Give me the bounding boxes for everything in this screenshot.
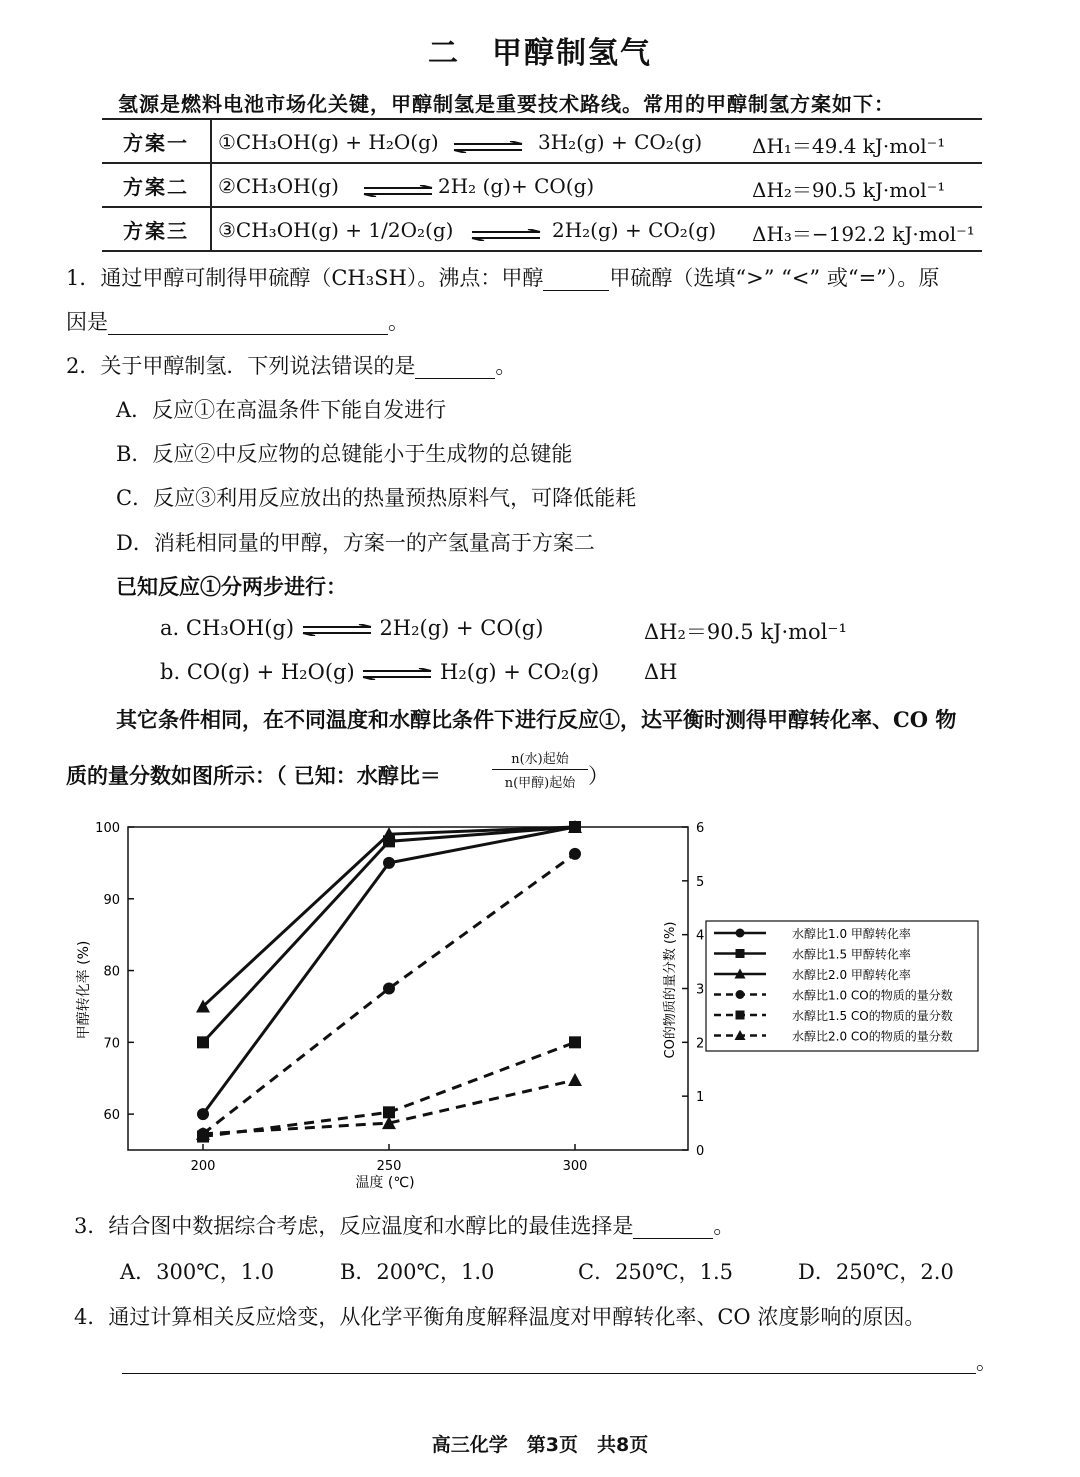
x-tick-label: 300	[562, 1159, 588, 1174]
scheme-arrow	[452, 134, 524, 158]
legend-label: 水醇比1.5 甲醇转化率	[792, 947, 911, 962]
scheme-arrow	[470, 222, 542, 246]
left-tick-label: 100	[95, 821, 120, 836]
series-line	[203, 827, 575, 1006]
scheme-name: 方案三	[102, 207, 211, 251]
q1-text-2: 甲硫醇（选填“>” “<” 或“=”）。原	[609, 266, 940, 290]
data-point	[383, 983, 395, 995]
right-tick-label: 5	[696, 874, 705, 890]
question-1	[66, 262, 939, 292]
right-tick-label: 0	[696, 1144, 705, 1159]
data-point	[736, 990, 745, 999]
series-水醇比1.0 甲醇转化率	[197, 821, 581, 1120]
data-point	[569, 848, 581, 860]
scheme-rhs: 3H₂(g) + CO₂(g)	[538, 130, 703, 154]
equilibrium-arrow-icon	[452, 141, 524, 153]
scheme-delta-h: ΔH₃＝−192.2 kJ·mol⁻¹	[752, 222, 975, 246]
q4-blank[interactable]	[122, 1354, 976, 1374]
q1-blank-1[interactable]	[543, 266, 609, 291]
question-1-line2	[66, 306, 409, 336]
scheme-delta-h: ΔH₁＝49.4 kJ·mol⁻¹	[752, 134, 946, 158]
left-tick-label: 70	[103, 1036, 120, 1052]
scheme-table	[102, 118, 982, 252]
question-2	[66, 350, 516, 380]
fraction-denominator: n(甲醇)起始	[504, 776, 576, 791]
data-point	[383, 857, 395, 869]
legend-label: 水醇比1.0 甲醇转化率	[792, 927, 911, 941]
intro-text: 氢源是燃料电池市场化关键，甲醇制氢是重要技术路线。常用的甲醇制氢方案如下：	[118, 92, 895, 116]
step-a	[160, 616, 543, 640]
step-b-dh: ΔH	[644, 660, 678, 684]
scheme-rhs: 2H₂(g) + CO₂(g)	[552, 218, 717, 242]
x-tick-label: 200	[190, 1159, 216, 1174]
right-axis-ticks	[682, 821, 704, 1159]
q3-option-d: D．250℃，2.0	[798, 1260, 954, 1284]
scheme-lhs: ①CH₃OH(g) + H₂O(g)	[218, 130, 439, 154]
scheme-rhs: 2H₂ (g)+ CO(g)	[438, 174, 595, 198]
scheme-name: 方案二	[102, 163, 211, 207]
q1-blank-2[interactable]	[108, 310, 388, 335]
data-point	[197, 1108, 209, 1120]
scheme-lhs: ②CH₃OH(g)	[218, 174, 339, 198]
x-axis-ticks	[191, 1144, 588, 1174]
q3-option-a: A．300℃，1.0	[120, 1260, 275, 1284]
q2-option-a: A．反应①在高温条件下能自发进行	[116, 398, 447, 422]
data-point	[568, 1073, 582, 1086]
x-tick-label: 250	[376, 1159, 402, 1174]
legend-label: 水醇比1.5 CO的物质的量分数	[792, 1009, 953, 1023]
chart-legend	[706, 921, 978, 1051]
data-point	[569, 1036, 581, 1048]
scheme-equation	[211, 119, 982, 163]
condition-line2: 质的量分数如图所示：（ 已知：水醇比＝	[66, 763, 441, 788]
condition-line1: 其它条件相同，在不同温度和水醇比条件下进行反应①，达平衡时测得甲醇转化率、CO 物	[116, 707, 957, 732]
q2-option-c: C．反应③利用反应放出的热量预热原料气，可降低能耗	[116, 486, 637, 510]
legend-label: 水醇比2.0 CO的物质的量分数	[792, 1029, 953, 1044]
scheme-row	[102, 163, 982, 207]
q3-blank[interactable]	[633, 1214, 713, 1239]
left-tick-label: 80	[103, 964, 120, 980]
q2-stem: 2．关于甲醇制氢．下列说法错误的是	[66, 354, 416, 378]
left-tick-label: 60	[103, 1108, 120, 1124]
data-point	[736, 949, 745, 958]
step-a-label: a.	[160, 616, 180, 640]
step-b	[160, 660, 599, 684]
x-axis-label: 温度 (℃)	[355, 1175, 415, 1191]
q3-option-c: C．250℃，1.5	[578, 1260, 734, 1284]
q3-stem: 3．结合图中数据综合考虑，反应温度和水醇比的最佳选择是	[74, 1214, 634, 1238]
legend-label: 水醇比1.0 CO的物质的量分数	[792, 988, 953, 1003]
equilibrium-arrow-icon	[301, 624, 373, 636]
data-point	[736, 929, 745, 938]
question-4: 4．通过计算相关反应焓变，从化学平衡角度解释温度对甲醇转化率、CO 浓度影响的原因。	[74, 1305, 926, 1329]
step-b-lhs: CO(g) + H₂O(g)	[186, 660, 355, 684]
data-point	[736, 1011, 745, 1020]
data-point	[197, 1036, 209, 1048]
scheme-arrow	[362, 178, 434, 202]
q1-end: 。	[388, 310, 409, 334]
step-b-rhs: H₂(g) + CO₂(g)	[440, 660, 600, 684]
series-layer	[196, 820, 582, 1143]
page-title: 二 甲醇制氢气	[428, 36, 652, 71]
q2-end: 。	[495, 354, 517, 378]
left-axis-label: 甲醇转化率 (%)	[76, 940, 92, 1040]
q2-option-b: B．反应②中反应物的总键能小于生成物的总键能	[116, 442, 573, 466]
series-line	[203, 827, 575, 1114]
fraction-numerator: n(水)起始	[492, 748, 588, 770]
equilibrium-arrow-icon	[470, 229, 542, 241]
q1-text-1: 1．通过甲醇可制得甲硫醇（CH₃SH）。沸点：甲醇	[66, 266, 544, 290]
q1-text-3: 因是	[66, 310, 108, 334]
scheme-delta-h: ΔH₂＝90.5 kJ·mol⁻¹	[752, 178, 946, 202]
right-tick-label: 2	[696, 1036, 705, 1052]
question-3	[74, 1210, 734, 1240]
condition-close: ）	[588, 764, 609, 788]
page-footer: 高三化学 第3页 共8页	[431, 1434, 649, 1456]
right-tick-label: 1	[696, 1090, 705, 1106]
scheme-equation	[211, 163, 982, 207]
right-axis-label: CO的物质的量分数 (%)	[663, 921, 678, 1059]
right-tick-label: 3	[696, 982, 705, 998]
q3-option-b: B．200℃，1.0	[340, 1260, 495, 1284]
ratio-fraction	[492, 748, 588, 791]
q2-option-d: D．消耗相同量的甲醇，方案一的产氢量高于方案二	[116, 531, 595, 555]
step-a-lhs: CH₃OH(g)	[185, 616, 295, 640]
step-a-rhs: 2H₂(g) + CO(g)	[379, 616, 544, 640]
left-tick-label: 90	[103, 892, 120, 908]
legend-label: 水醇比2.0 甲醇转化率	[792, 968, 911, 982]
q3-end: 。	[713, 1214, 735, 1238]
conversion-chart	[40, 815, 1000, 1200]
scheme-equation	[211, 207, 982, 251]
q2-blank[interactable]	[415, 354, 495, 379]
equilibrium-arrow-icon	[362, 185, 434, 197]
scheme-name: 方案一	[102, 119, 211, 163]
equilibrium-arrow-icon	[361, 668, 433, 680]
right-tick-label: 4	[696, 928, 705, 944]
scheme-row	[102, 207, 982, 251]
steps-intro: 已知反应①分两步进行：	[116, 574, 347, 599]
series-水醇比1.0 CO的物质的量分数	[197, 848, 581, 1140]
scheme-lhs: ③CH₃OH(g) + 1/2O₂(g)	[218, 218, 454, 242]
right-tick-label: 6	[696, 821, 705, 836]
step-b-label: b.	[160, 660, 181, 684]
q4-answer-line	[122, 1346, 997, 1376]
step-a-dh: ΔH₂＝90.5 kJ·mol⁻¹	[644, 620, 847, 644]
series-水醇比1.5 甲醇转化率	[197, 821, 581, 1048]
scheme-row	[102, 119, 982, 163]
q4-end: 。	[976, 1350, 997, 1374]
